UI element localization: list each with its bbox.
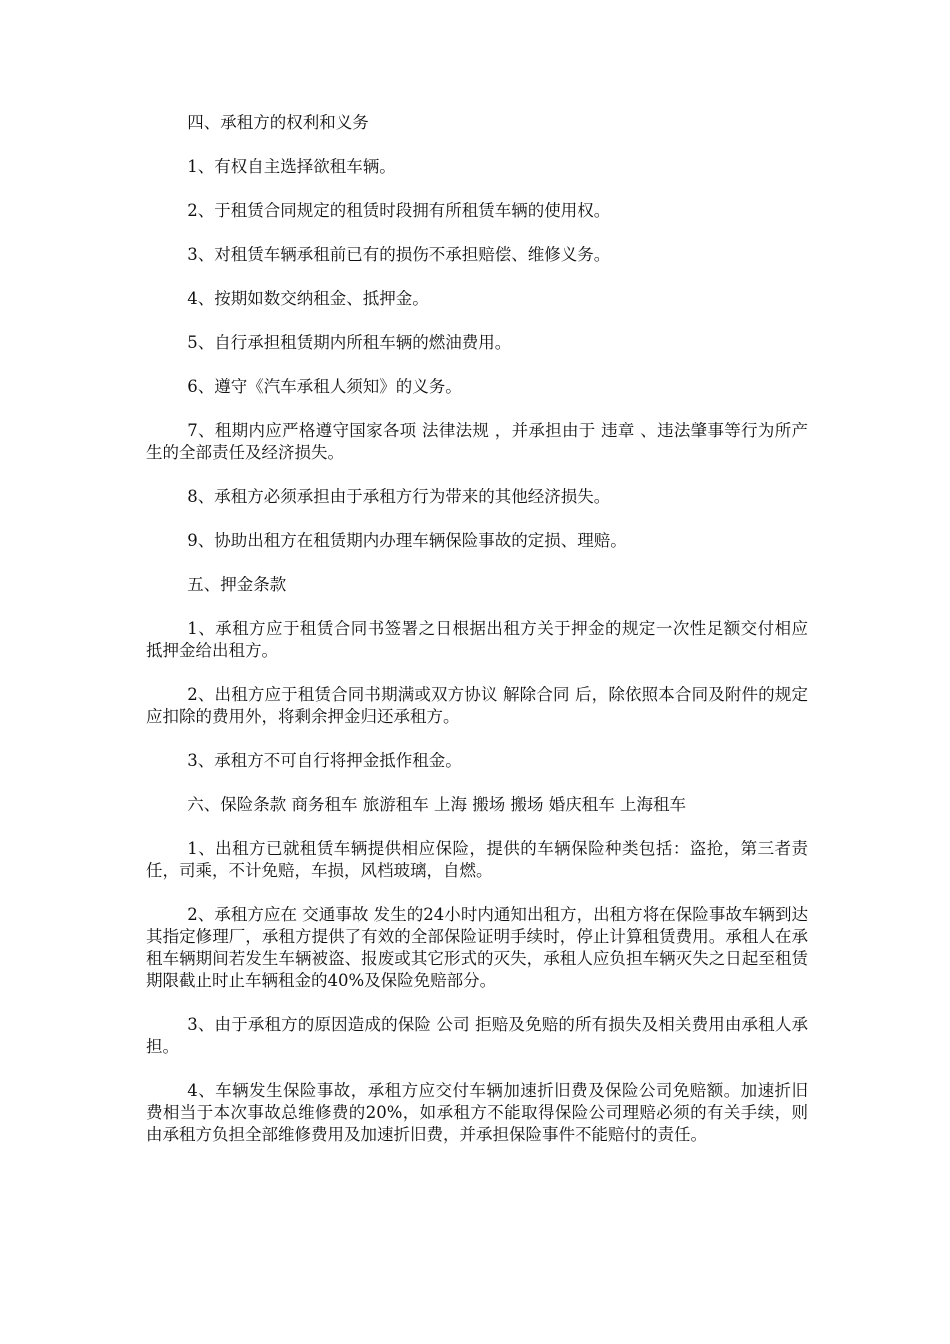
- clause-paragraph: 3、由于承租方的原因造成的保险 公司 拒赔及免赔的所有损失及相关费用由承租人承担。: [146, 1015, 808, 1056]
- clause-paragraph: 1、承租方应于租赁合同书签署之日根据出租方关于押金的规定一次性足额交付相应抵押金给出租方。: [146, 619, 808, 660]
- clause-paragraph: 3、对租赁车辆承租前已有的损伤不承担赔偿、维修义务。: [187, 245, 611, 264]
- clause-paragraph: 5、自行承担租赁期内所租车辆的燃油费用。: [187, 333, 512, 352]
- clause-paragraph: 4、按期如数交纳租金、抵押金。: [187, 289, 429, 308]
- clause-paragraph: 9、协助出租方在租赁期内办理车辆保险事故的定损、理赔。: [187, 531, 627, 550]
- clause-paragraph: 8、承租方必须承担由于承租方行为带来的其他经济损失。: [187, 487, 611, 506]
- clause-paragraph: 2、出租方应于租赁合同书期满或双方协议 解除合同 后，除依照本合同及附件的规定应扣除的费用外，将剩余押金归还承租方。: [146, 685, 808, 726]
- clause-paragraph: 6、遵守《汽车承租人须知》的义务。: [187, 377, 462, 396]
- clause-paragraph: 4、车辆发生保险事故，承租方应交付车辆加速折旧费及保险公司免赔额。加速折旧费相当于本次事故总维修费的20%，如承租方不能取得保险公司理赔必须的有关手续，则由承租方负担全部维修费用及加速折旧费，并承担保险事件不能赔付的责任。: [146, 1081, 808, 1144]
- document-body: [146, 112, 808, 1168]
- section-heading-deposit: 五、押金条款: [187, 575, 287, 594]
- clause-paragraph: 3、承租方不可自行将押金抵作租金。: [187, 751, 462, 770]
- clause-paragraph: 2、于租赁合同规定的租赁时段拥有所租赁车辆的使用权。: [187, 201, 611, 220]
- section-heading-insurance: 六、保险条款 商务租车 旅游租车 上海 搬场 搬场 婚庆租车 上海租车: [187, 795, 686, 814]
- section-heading-lessee-rights: 四、承租方的权利和义务: [187, 113, 369, 132]
- clause-paragraph: 1、有权自主选择欲租车辆。: [187, 157, 396, 176]
- clause-paragraph: 7、租期内应严格遵守国家各项 法律法规 ，并承担由于 违章 、违法肇事等行为所产生的全部责任及经济损失。: [146, 421, 808, 462]
- clause-paragraph: 1、出租方已就租赁车辆提供相应保险，提供的车辆保险种类包括：盗抢，第三者责任，司乘，不计免赔，车损，风档玻璃，自燃。: [146, 839, 808, 880]
- clause-paragraph: 2、承租方应在 交通事故 发生的24小时内通知出租方，出租方将在保险事故车辆到达其指定修理厂，承租方提供了有效的全部保险证明手续时，停止计算租赁费用。承租人在承租车辆期间若发生车辆被盗、报废或其它形式的灭失，承租人应负担车辆灭失之日起至租赁期限截止时止车辆租金的40%及保险免赔部分。: [146, 905, 808, 990]
